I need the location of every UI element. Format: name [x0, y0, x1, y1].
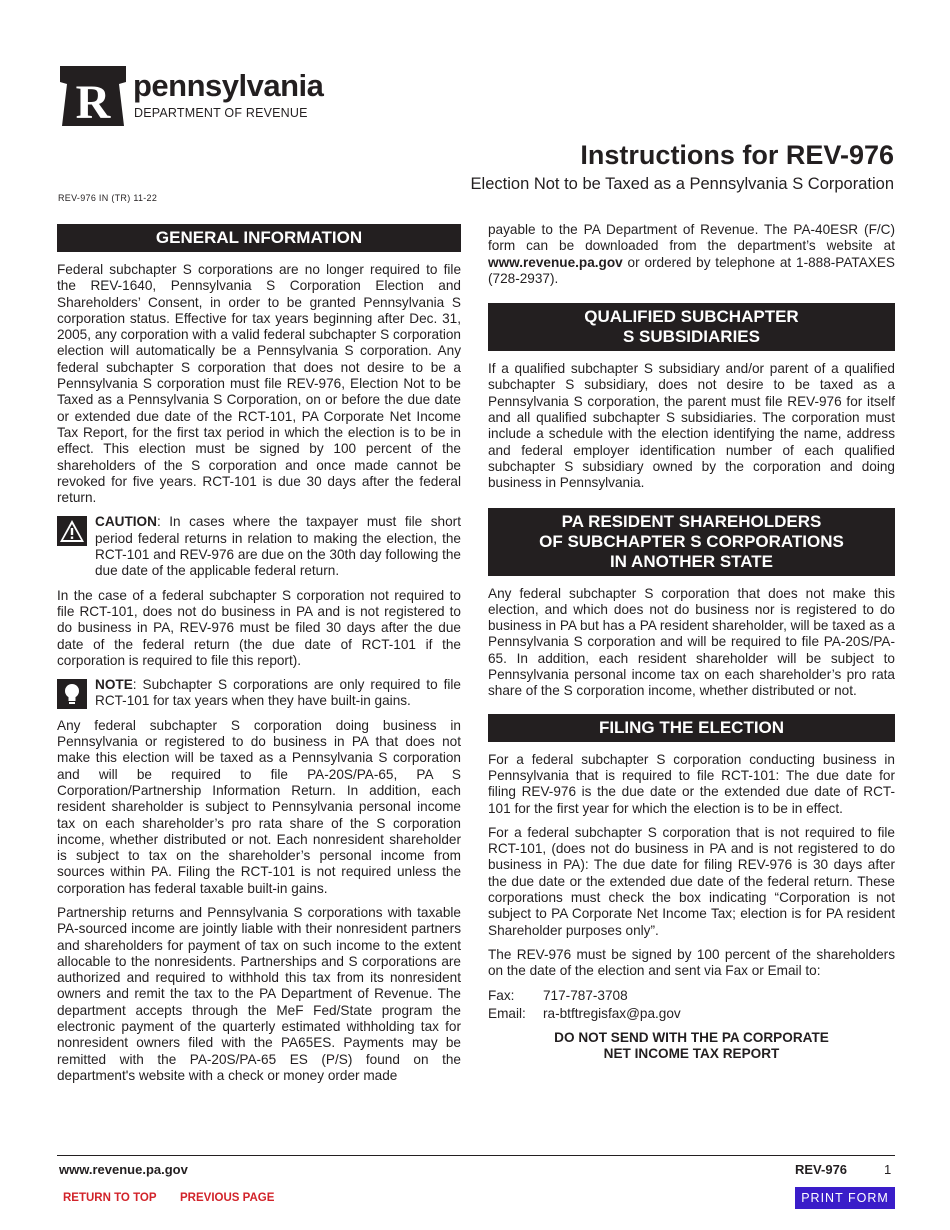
- warning-triangle-icon: [57, 516, 87, 546]
- general-paragraph-1: Federal subchapter S corporations are no longer required to file the REV-1640, Pennsylvania S Corporation Election and Shareholders’ Consent, in order to be granted Pennsylvania S corporation status. Effective for tax years beginning after Dec. 31, 2005, any corporation with a valid federal subchapter S corporation election will automatically be a Pennsylvania S corporation. Any federal subchapter S corporation that does not desire to be a Pennsylvania S corporation must file REV-976, Election Not to be Taxed as a Pennsylvania S Corporation, on or before the due date or extended due date of the RCT-101, PA Corporate Net Income Tax Report, for the first tax period in which the election is to be in effect. This election must be signed by 100 percent of the shareholders of the S corporation and once made cannot be revoked for five years. RCT-101 is due 30 days after the federal return.: [57, 262, 461, 506]
- footer-website: www.revenue.pa.gov: [59, 1162, 188, 1177]
- email-label: Email:: [488, 1005, 526, 1021]
- note-label: NOTE: [95, 677, 133, 693]
- filing-election-heading: FILING THE ELECTION: [488, 714, 895, 742]
- caution-callout: [57, 514, 461, 579]
- right-column: [488, 222, 895, 1062]
- fax-label: Fax:: [488, 987, 515, 1003]
- qualified-subsidiaries-heading-line-2: S SUBSIDIARIES: [623, 327, 760, 347]
- fax-value: 717-787-3708: [543, 987, 628, 1003]
- note-callout: [57, 677, 461, 710]
- do-not-send-line-2: NET INCOME TAX REPORT: [603, 1046, 780, 1062]
- resident-shareholders-heading-line-2: OF SUBCHAPTER S CORPORATIONS: [539, 531, 844, 551]
- filing-paragraph-3: The REV-976 must be signed by 100 percent of the shareholders on the date of the election and sent via Fax or Email to:: [488, 946, 895, 979]
- general-paragraph-2: In the case of a federal subchapter S corporation not required to file RCT-101, does not do business in PA and is not registered to do business in PA, REV-976 must be filed 30 days after the due date of the federal return (the due date of RCT-101 if the corporation is required to file this report).: [57, 587, 461, 668]
- qualified-subsidiaries-heading-line-1: QUALIFIED SUBCHAPTER: [584, 307, 799, 327]
- caution-text-block: [95, 514, 461, 579]
- general-paragraph-3: Any federal subchapter S corporation doing business in Pennsylvania or registered to do business in PA that does not make this election will be taxed as a Pennsylvania S corporation and will be required to file PA-20S/PA-65, PA S Corporation/Partnership Information Return. In addition, each resident shareholder is subject to Pennsylvania personal income tax on each shareholder’s pro rata share of the S corporation income, whether distributed or not. Each nonresident shareholder is subject to tax on the shareholder’s personal income from sources within PA. Filing the RCT-101 is not required unless the corporation has federal taxable built-in gains.: [57, 717, 461, 896]
- general-paragraph-4: Partnership returns and Pennsylvania S corporations with taxable PA-sourced income are jointly liable with their nonresident partners and shareholders for payment of tax on such income to the extent allocable to the nonresidents. Partnerships and S corporations are authorized and required to withhold this tax from its nonresident owners and remit the tax to the PA Department of Revenue. The department accepts through the MeF Fed/State program the electronic payment of the quarterly estimated withholding tax for nonresident owners filed with the PA65ES. Payments may be remitted with the PA-20S/PA-65 ES (P/S) found on the department's website with a check or money order made: [57, 904, 461, 1083]
- qualified-subsidiaries-paragraph: If a qualified subchapter S subsidiary and/or parent of a qualified subchapter S subsidiary, does not desire to be taxed as a Pennsylvania S corporation, the parent must file REV-976 for itself and all qualified subchapter S subsidiaries. The corporation must include a schedule with the election identifying the name, address and federal employer identification number of each qualified subchapter S subsidiary owned by the corporation and doing business in Pennsylvania.: [488, 361, 895, 491]
- general-information-heading: GENERAL INFORMATION: [57, 224, 461, 252]
- qualified-subsidiaries-heading: [488, 303, 895, 351]
- email-row: [488, 1006, 895, 1022]
- logo-letter: R: [75, 76, 111, 129]
- footer-divider: [57, 1155, 895, 1156]
- filing-paragraph-1: For a federal subchapter S corporation conducting business in Pennsylvania that is required to file RCT-101: The due date for filing REV-976 is the due date or the extended due date of RCT-101 for the first year for which the election is to be in effect.: [488, 751, 895, 816]
- page-subtitle: Election Not to be Taxed as a Pennsylvania S Corporation: [470, 175, 894, 193]
- resident-shareholders-heading-line-1: PA RESIDENT SHAREHOLDERS: [561, 511, 822, 531]
- footer-form-number: REV-976: [795, 1162, 848, 1177]
- resident-shareholders-paragraph: Any federal subchapter S corporation that does not make this election, and which does not do business nor is registered to do business in PA but has a PA resident shareholder, will be taxed as a Pennsylvania S corporation and will be required to file PA-20S/PA-65. In addition, each resident shareholder will be subject to Pennsylvania personal income tax on each shareholder’s pro rata share of the S corporation income, whether distributed or not.: [488, 585, 895, 699]
- department-name: DEPARTMENT OF REVENUE: [134, 106, 308, 120]
- fax-row: [488, 988, 895, 1004]
- revenue-website-link[interactable]: www.revenue.pa.gov: [488, 254, 623, 270]
- continued-text-before: payable to the PA Department of Revenue. The PA-40ESR (F/C) form can be downloaded from the department’s website at: [488, 222, 895, 254]
- do-not-send-warning: [488, 1030, 895, 1062]
- filing-paragraph-2: For a federal subchapter S corporation that is not required to file RCT-101, (does not do business in PA and is not registered to do business in PA): The due date for filing REV-976 is 30 days after the due date or the extended due date of the federal return. These corporations must check the box indicating “Corporation is not subject to PA Corporate Net Income Tax; election is for PA resident Shareholder purposes only”.: [488, 824, 895, 938]
- caution-label: CAUTION: [95, 514, 157, 530]
- agency-name: pennsylvania: [133, 68, 324, 103]
- note-text: : Subchapter S corporations are only required to file RCT-101 for tax years when they have built-in gains.: [95, 677, 461, 709]
- caution-text: : In cases where the taxpayer must file short period federal returns in relation to making the election, the RCT-101 and REV-976 are due on the 30th day following the due date of the applicable federal return.: [95, 514, 461, 579]
- previous-page-link[interactable]: PREVIOUS PAGE: [180, 1192, 275, 1204]
- lightbulb-icon: [57, 679, 87, 709]
- return-to-top-link[interactable]: RETURN TO TOP: [63, 1192, 157, 1204]
- page-title: Instructions for REV-976: [580, 140, 894, 170]
- print-form-button[interactable]: PRINT FORM: [795, 1187, 895, 1209]
- continued-paragraph: [488, 222, 895, 287]
- note-text-block: [95, 677, 461, 710]
- form-code: REV-976 IN (TR) 11-22: [58, 193, 158, 203]
- continued-text-after: or ordered by telephone at 1-888-PATAXES (728-2937).: [488, 254, 895, 286]
- left-column: [57, 222, 461, 1092]
- do-not-send-line-1: DO NOT SEND WITH THE PA CORPORATE: [554, 1030, 829, 1046]
- keystone-logo-icon: [58, 60, 128, 130]
- resident-shareholders-heading: [488, 508, 895, 576]
- footer-page-number: 1: [884, 1162, 892, 1177]
- email-value[interactable]: ra-btftregisfax@pa.gov: [543, 1005, 681, 1021]
- resident-shareholders-heading-line-3: IN ANOTHER STATE: [609, 551, 774, 571]
